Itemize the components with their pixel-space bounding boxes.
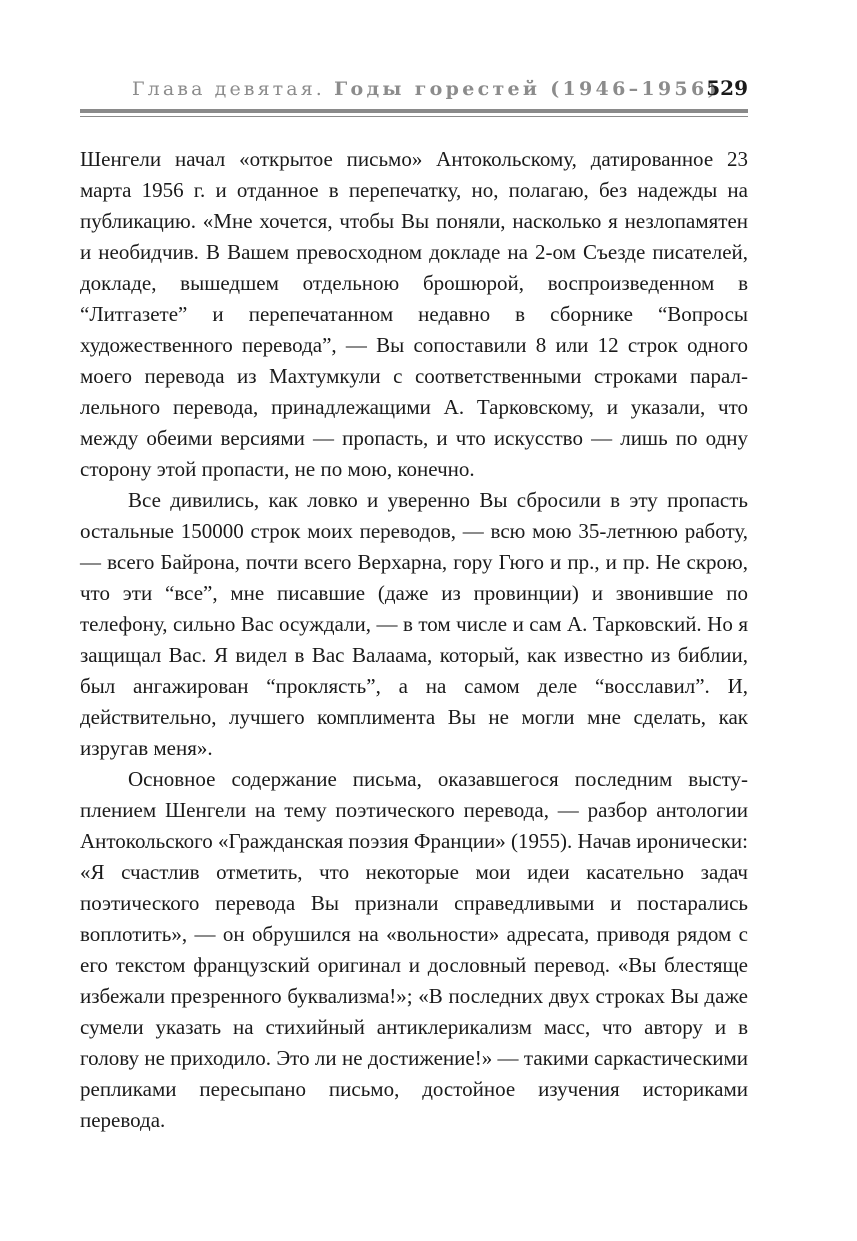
- page-header: [80, 74, 748, 106]
- body-text: [80, 144, 748, 1136]
- running-head: [132, 78, 720, 100]
- paragraph-3: Основное содержание письма, оказавшегося последним выступлением Шенгели на тему поэтического перевода, — разбор антологии Антокольского «Гражданская поэзия Франции» (1955). Начав иронически: «Я счастлив отметить, что некоторые мои идеи касательно задач поэтического перевода Вы признали справедливыми и постарались воплотить», — он обрушился на «вольности» адресата, приводя рядом с его текстом французский оригинал и дословный перевод. «Вы блестяще избежали презренного буквализма!»; «В последних двух строках Вы даже сумели указать на стихийный антиклерикализм масс, что автору и в голову не приходило. Это ли не достижение!» — такими саркастическими репликами пересыпано письмо, достойное изучения историками перевода.: [80, 767, 748, 1132]
- paragraph-1: Шенгели начал «открытое письмо» Антокольскому, датированное 23 марта 1956 г. и отданное в перепечатку, но, полагаю, без надежды на публикацию. «Мне хочется, чтобы Вы поняли, насколько я незлопамятен и необидчив. В Вашем превосходном докладе на 2-ом Съезде писателей, докладе, вышедшем отдельною брошюрой, воспроизведенном в “Литгазете” и перепечатанном недавно в сборнике “Вопросы художественного перевода”, — Вы сопоставили 8 или 12 строк одного моего перевода из Махтумкули с соответственными строками параллельного перевода, принадлежащими А. Тарковскому, и указали, что между обеими версиями — пропасть, и что искусство — лишь по одну сторону этой пропасти, не по мою, конечно.: [80, 147, 748, 481]
- chapter-title: Годы горестей (1946–1956): [334, 78, 720, 100]
- chapter-label: Глава девятая.: [132, 78, 325, 100]
- header-rule-thick: [80, 109, 748, 113]
- page-number: 529: [706, 76, 748, 100]
- paragraph-2: Все дивились, как ловко и уверенно Вы сбросили в эту пропасть остальные 150000 строк моих переводов, — всю мою 35-летнюю работу, — всего Байрона, почти всего Верхарна, гору Гюго и пр., и пр. Не скрою, что эти “все”, мне писавшие (даже из провинции) и звонившие по телефону, сильно Вас осуждали, — в том числе и сам А. Тарковский. Но я защищал Вас. Я видел в Вас Валаама, который, как известно из библии, был ангажирован “проклясть”, а на самом деле “восславил”. И, действительно, лучшего комплимента Вы не могли мне сделать, как изругав меня».: [80, 488, 748, 760]
- header-rule-thin: [80, 116, 748, 117]
